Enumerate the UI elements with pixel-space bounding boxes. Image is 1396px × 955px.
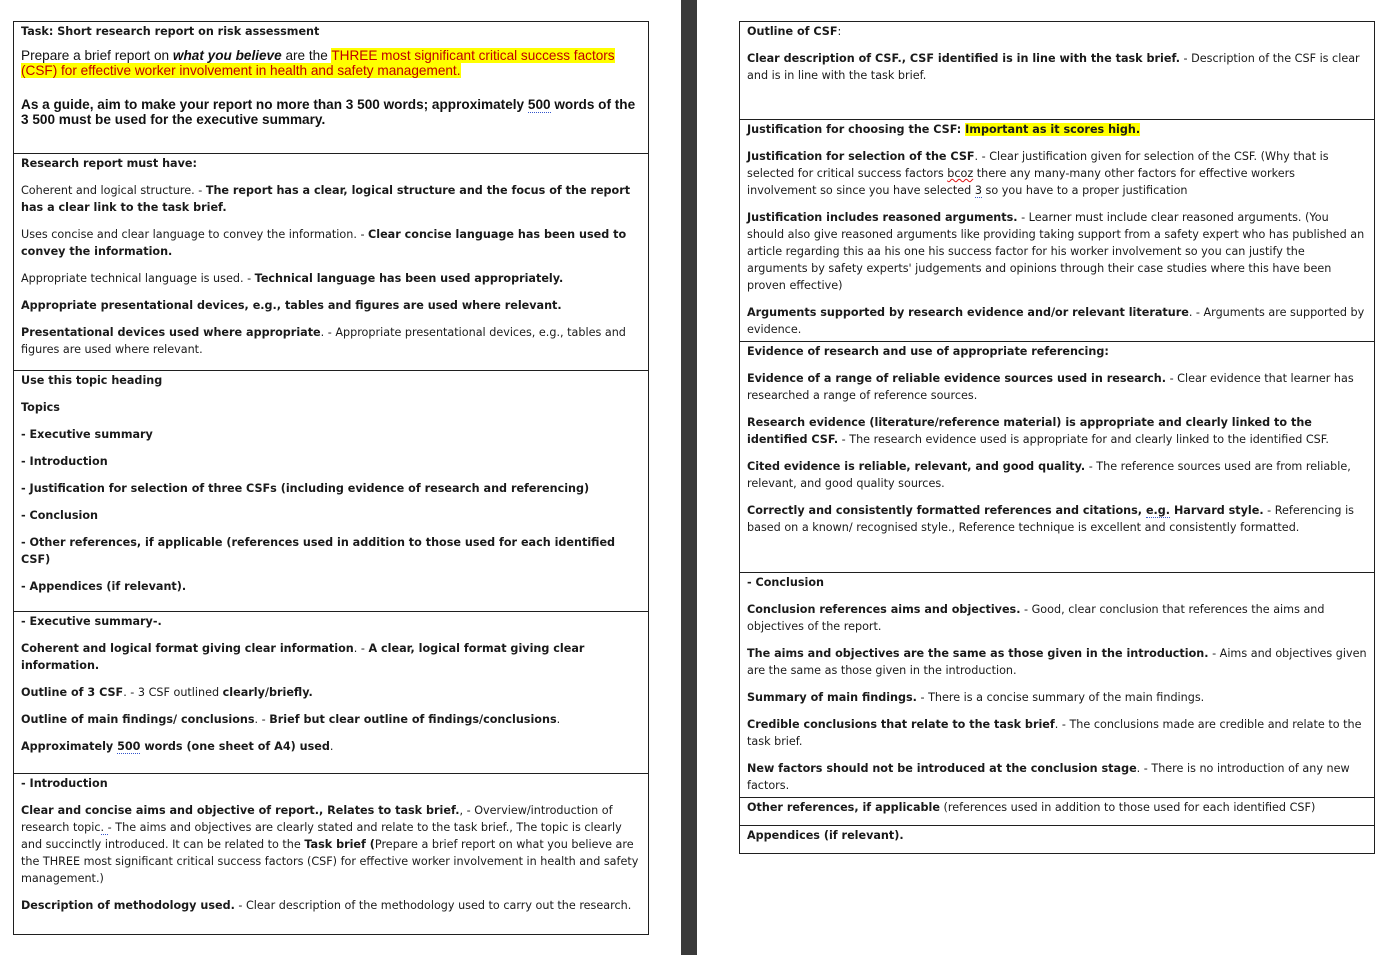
- evidence-bold: Research evidence (literature/reference material) is appropriate and clearly linked to the identified CSF.: [747, 416, 1312, 446]
- evidence-heading: Evidence of research and use of appropriate referencing:: [747, 345, 1109, 358]
- topics-heading: Use this topic heading: [21, 374, 163, 387]
- outline-heading-text: Outline of CSF: [747, 25, 838, 38]
- exec-summary-row: [14, 612, 649, 774]
- conclusion-para: [747, 716, 1367, 750]
- justification-para: [747, 209, 1367, 294]
- conclusion-bold: The aims and objectives are the same as those given in the introduction.: [747, 647, 1209, 660]
- appendices-text: Appendices (if relevant).: [747, 829, 904, 842]
- item-text: Appropriate technical language is used. -: [21, 272, 255, 285]
- other-references-text: [747, 799, 1367, 816]
- evidence-cell: [740, 342, 1375, 573]
- evidence-bold: Evidence of a range of reliable evidence sources used in research.: [747, 372, 1167, 385]
- topic-item: - Conclusion: [21, 509, 98, 522]
- right-document-page: [697, 0, 1396, 955]
- conclusion-bold: Credible conclusions that relate to the task brief: [747, 718, 1055, 731]
- word-guide: [21, 97, 641, 127]
- outline-text: - Description of the CSF is clear and is in line with the task brief.: [747, 52, 1360, 82]
- justification-highlight: Important as it scores high.: [965, 123, 1141, 136]
- outline-para: [747, 50, 1367, 84]
- topics-cell: [14, 371, 649, 612]
- appendices-cell: [740, 826, 1375, 854]
- outline-bold: Clear description of CSF., CSF identified is in line with the task brief.: [747, 52, 1180, 65]
- introduction-para: [21, 897, 641, 914]
- justification-heading-text: Justification for choosing the CSF:: [747, 123, 966, 136]
- intro-dots: .: [100, 821, 108, 834]
- introduction-row: [14, 774, 649, 935]
- right-rubric-table: [739, 21, 1375, 854]
- task-row: [14, 22, 649, 154]
- must-have-item: [21, 270, 641, 287]
- item-bold: Presentational devices used where appropriate: [21, 326, 321, 339]
- item-text: Coherent and logical structure. -: [21, 184, 206, 197]
- introduction-heading: - Introduction: [21, 777, 108, 790]
- exec-bold: clearly/briefly.: [222, 686, 313, 699]
- topics-row: [14, 371, 649, 612]
- evidence-bold: Correctly and consistently formatted references and citations,: [747, 504, 1146, 517]
- conclusion-text: - Good, clear conclusion that references the aims and objectives of the report.: [747, 603, 1325, 633]
- just-text: so you have to a proper justification: [981, 184, 1188, 197]
- other-references-row: [740, 798, 1375, 826]
- outline-cell: [740, 22, 1375, 120]
- exec-bold: A clear, logical format giving clear information.: [21, 642, 585, 672]
- exec-text: . -: [254, 713, 270, 726]
- introduction-cell: [14, 774, 649, 935]
- intro-text: - The aims and objectives are clearly stated and relate to the task brief., The topic is clearly and succinctly introduced. It can be related to the: [21, 821, 622, 851]
- evidence-eg: e.g.: [1145, 504, 1171, 517]
- outline-heading: [747, 23, 1367, 40]
- exec-number: 500: [117, 740, 141, 753]
- intro-text: , - Overview/introduction of research topic: [21, 804, 613, 834]
- item-bold: The report has a clear, logical structure and the focus of the report has a clear link to the task brief.: [21, 184, 631, 214]
- evidence-para: [747, 502, 1367, 536]
- intro-bold: Clear and concise aims and objective of report., Relates to task brief.: [21, 804, 460, 817]
- conclusion-row: [740, 573, 1375, 798]
- exec-text: .: [556, 713, 561, 726]
- evidence-para: [747, 458, 1367, 492]
- topic-item: - Justification for selection of three CSFs (including evidence of research and referencing): [21, 482, 590, 495]
- conclusion-para: [747, 760, 1367, 794]
- evidence-text: - Clear evidence that learner has researched a range of reference sources.: [747, 372, 1354, 402]
- exec-summary-heading: - Executive summary-.: [21, 615, 162, 628]
- exec-bold: Brief but clear outline of findings/conclusions: [269, 713, 557, 726]
- conclusion-text: - Aims and objectives given are the same as those given in the introduction.: [747, 647, 1367, 677]
- conclusion-bold: Conclusion references aims and objectives.: [747, 603, 1021, 616]
- item-bold: Clear concise language has been used to convey the information.: [21, 228, 627, 258]
- other-references-cell: [740, 798, 1375, 826]
- topics-label: Topics: [21, 401, 60, 414]
- just-text: . - Arguments are supported by evidence.: [747, 306, 1365, 336]
- just-bold: Arguments supported by research evidence and/or relevant literature: [747, 306, 1189, 319]
- topic-item: - Appendices (if relevant).: [21, 580, 187, 593]
- exec-line: [21, 684, 641, 701]
- other-refs-text: (references used in addition to those used for each identified CSF): [939, 801, 1316, 814]
- evidence-para: [747, 414, 1367, 448]
- guide-number: 500: [527, 97, 551, 112]
- must-have-item: Appropriate presentational devices, e.g., tables and figures are used where relevant.: [21, 299, 562, 312]
- justification-para: [747, 304, 1367, 338]
- evidence-row: [740, 342, 1375, 573]
- outline-colon: :: [837, 25, 842, 38]
- intro-text: Prepare a brief report on what you believe are the THREE most significant critical success factors (CSF) for effective worker involvement in health and safety management.): [21, 838, 639, 885]
- brief-emphasis: what you believe: [172, 48, 282, 63]
- intro-text: - Clear description of the methodology used to carry out the research.: [234, 899, 632, 912]
- exec-text: . -: [353, 642, 369, 655]
- conclusion-heading: - Conclusion: [747, 576, 824, 589]
- exec-bold: Coherent and logical format giving clear information: [21, 642, 354, 655]
- intro-bold: Description of methodology used.: [21, 899, 235, 912]
- item-text: Uses concise and clear language to convey the information. -: [21, 228, 369, 241]
- task-brief: [21, 48, 641, 78]
- brief-text-mid: are the: [281, 48, 332, 63]
- left-document-page: [0, 0, 681, 955]
- brief-text: Prepare a brief report on: [21, 48, 173, 63]
- conclusion-para: [747, 689, 1367, 706]
- must-have-item: [21, 324, 641, 358]
- other-refs-bold: Other references, if applicable: [747, 801, 940, 814]
- exec-bold: Approximately: [21, 740, 118, 753]
- just-text: . - Clear justification given for selection of the CSF. (Why that is selected for critical success factors: [747, 150, 1329, 180]
- evidence-bold: Harvard style.: [1170, 504, 1264, 517]
- conclusion-text: - There is a concise summary of the main findings.: [916, 691, 1205, 704]
- exec-line: [21, 738, 641, 755]
- justification-heading: [747, 121, 1367, 138]
- just-text: there any many-many other factors for effective workers involvement so since you have selected: [747, 167, 1296, 197]
- must-have-heading: Research report must have:: [21, 157, 197, 170]
- conclusion-cell: [740, 573, 1375, 798]
- exec-bold: words (one sheet of A4) used: [140, 740, 330, 753]
- appendices-row: [740, 826, 1375, 854]
- exec-text: .: [329, 740, 334, 753]
- topic-item: - Introduction: [21, 455, 108, 468]
- task-cell: [14, 22, 649, 154]
- must-have-row: [14, 154, 649, 371]
- must-have-item: [21, 226, 641, 260]
- exec-summary-cell: [14, 612, 649, 774]
- left-rubric-table: [13, 21, 649, 935]
- just-number: 3: [974, 184, 982, 197]
- brief-highlight: THREE most significant critical success factors (CSF) for effective worker involvement in health and safety management.: [21, 48, 615, 78]
- topic-item: - Other references, if applicable (references used in addition to those used for each identified CSF): [21, 536, 616, 566]
- conclusion-para: [747, 645, 1367, 679]
- just-bold: Justification for selection of the CSF: [747, 150, 975, 163]
- evidence-text: - The research evidence used is appropriate for and clearly linked to the identified CSF.: [838, 433, 1329, 446]
- justification-cell: [740, 120, 1375, 342]
- introduction-para: [21, 802, 641, 887]
- exec-bold: Outline of 3 CSF: [21, 686, 124, 699]
- item-text: . - Appropriate presentational devices, e.g., tables and figures are used where relevant.: [21, 326, 626, 356]
- just-text: - Learner must include clear reasoned arguments. (You should also give reasoned arguments like providing taking support from a safety expert who has published an article regarding this aa his one his success factor for his worker involvement so you can justify the arguments by safety experts' judgements and opinions through their case studies where this have been proven effective): [747, 211, 1365, 292]
- conclusion-bold: Summary of main findings.: [747, 691, 917, 704]
- evidence-para: [747, 370, 1367, 404]
- outline-row: [740, 22, 1375, 120]
- exec-line: [21, 640, 641, 674]
- must-have-cell: [14, 154, 649, 371]
- page-divider: [681, 0, 697, 955]
- guide-text: As a guide, aim to make your report no more than 3 500 words; approximately: [21, 97, 528, 112]
- intro-bold: Task brief (: [304, 838, 375, 851]
- justification-para: [747, 148, 1367, 199]
- evidence-text: - The reference sources used are from reliable, relevant, and good quality sources.: [747, 460, 1351, 490]
- must-have-item: [21, 182, 641, 216]
- topic-item: - Executive summary: [21, 428, 153, 441]
- conclusion-bold: New factors should not be introduced at the conclusion stage: [747, 762, 1137, 775]
- task-heading: Task: Short research report on risk assessment: [21, 25, 320, 38]
- justification-row: [740, 120, 1375, 342]
- spelling-flag: bcoz: [947, 167, 974, 180]
- exec-text: . - 3 CSF outlined: [123, 686, 223, 699]
- guide-text-end: words of the 3 500 must be used for the executive summary.: [21, 97, 636, 127]
- evidence-text: - Referencing is based on a known/ recognised style., Reference technique is excellent and consistently formatted.: [747, 504, 1355, 534]
- conclusion-text: . - The conclusions made are credible and relate to the task brief.: [747, 718, 1362, 748]
- evidence-bold: Cited evidence is reliable, relevant, and good quality.: [747, 460, 1086, 473]
- conclusion-para: [747, 601, 1367, 635]
- exec-line: [21, 711, 641, 728]
- conclusion-text: . - There is no introduction of any new factors.: [747, 762, 1350, 792]
- item-bold: Technical language has been used appropriately.: [254, 272, 564, 285]
- just-bold: Justification includes reasoned arguments.: [747, 211, 1018, 224]
- exec-bold: Outline of main findings/ conclusions: [21, 713, 255, 726]
